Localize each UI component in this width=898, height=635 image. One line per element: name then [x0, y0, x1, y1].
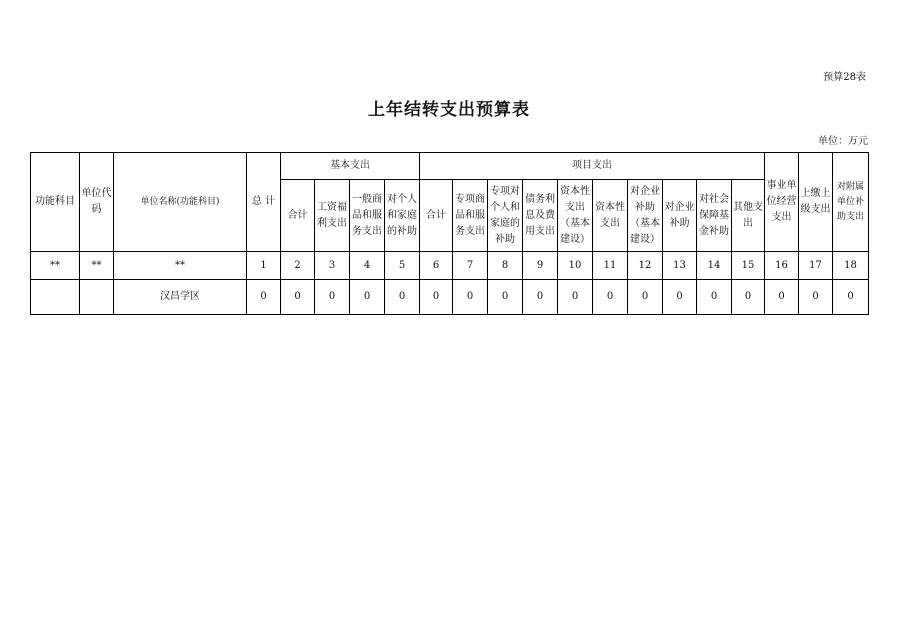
- header-func-subject: 功能科目: [31, 153, 80, 252]
- index-cell: 5: [385, 252, 420, 280]
- index-cell: 17: [799, 252, 833, 280]
- header-project-sub: 对企业补助（基本建设）: [628, 180, 663, 252]
- data-cell: 0: [833, 280, 869, 315]
- index-row: [31, 252, 869, 280]
- data-cell: 0: [315, 280, 350, 315]
- header-basic: 基本支出: [281, 153, 420, 180]
- header-basic-sub: 一般商品和服务支出: [350, 180, 385, 252]
- budget-table: [30, 152, 869, 315]
- index-cell: 8: [488, 252, 523, 280]
- index-cell: 1: [247, 252, 281, 280]
- data-cell: 0: [799, 280, 833, 315]
- data-cell: 0: [281, 280, 315, 315]
- data-cell: 0: [732, 280, 765, 315]
- data-cell: 0: [247, 280, 281, 315]
- header-basic-sub: 工资福利支出: [315, 180, 350, 252]
- index-cell: 3: [315, 252, 350, 280]
- data-cell: 0: [558, 280, 593, 315]
- data-cell-unit-name: 汉昌学区: [114, 280, 247, 315]
- data-cell: 0: [697, 280, 732, 315]
- data-cell: 0: [488, 280, 523, 315]
- index-cell: 4: [350, 252, 385, 280]
- data-cell: 0: [523, 280, 558, 315]
- header-project-sub: 合计: [420, 180, 453, 252]
- header-project: 项目支出: [420, 153, 765, 180]
- data-cell: 0: [765, 280, 799, 315]
- header-project-sub: 对社会保障基金补助: [697, 180, 732, 252]
- header-project-sub: 专项商品和服务支出: [453, 180, 488, 252]
- header-project-sub: 资本性支出: [593, 180, 628, 252]
- index-cell: 18: [833, 252, 869, 280]
- form-number: 预算28表: [823, 72, 866, 83]
- header-project-sub: 其他支出: [732, 180, 765, 252]
- data-cell: 0: [385, 280, 420, 315]
- header-project-sub: 债务利息及费用支出: [523, 180, 558, 252]
- page-title: 上年结转支出预算表: [368, 100, 530, 120]
- index-cell: 14: [697, 252, 732, 280]
- index-cell: 10: [558, 252, 593, 280]
- header-unit-name: 单位名称(功能科目): [114, 153, 247, 252]
- header-remit: 上缴上级支出: [799, 153, 833, 252]
- header-unit-code: 单位代码: [80, 153, 114, 252]
- index-cell: 16: [765, 252, 799, 280]
- header-basic-sub: 合计: [281, 180, 315, 252]
- header-basic-sub: 对个人和家庭的补助: [385, 180, 420, 252]
- header-project-sub: 资本性支出（基本建设）: [558, 180, 593, 252]
- data-cell: 0: [350, 280, 385, 315]
- unit-label: 单位：万元: [818, 136, 868, 147]
- index-cell: 7: [453, 252, 488, 280]
- index-cell: 12: [628, 252, 663, 280]
- data-cell: 0: [420, 280, 453, 315]
- data-cell: [80, 280, 114, 315]
- data-cell: 0: [663, 280, 697, 315]
- index-cell: 6: [420, 252, 453, 280]
- index-cell: 9: [523, 252, 558, 280]
- data-cell: 0: [628, 280, 663, 315]
- index-cell: **: [31, 252, 80, 280]
- data-cell: [31, 280, 80, 315]
- index-cell: **: [80, 252, 114, 280]
- data-cell: 0: [593, 280, 628, 315]
- header-enterprise: 事业单位经营支出: [765, 153, 799, 252]
- index-cell: 13: [663, 252, 697, 280]
- header-affiliate: 对附属单位补助支出: [833, 153, 869, 252]
- index-cell: **: [114, 252, 247, 280]
- header-project-sub: 专项对个人和家庭的补助: [488, 180, 523, 252]
- index-cell: 11: [593, 252, 628, 280]
- header-total: 总 计: [247, 153, 281, 252]
- data-cell: 0: [453, 280, 488, 315]
- header-project-sub: 对企业补助: [663, 180, 697, 252]
- index-cell: 2: [281, 252, 315, 280]
- index-cell: 15: [732, 252, 765, 280]
- table-row: [31, 280, 869, 315]
